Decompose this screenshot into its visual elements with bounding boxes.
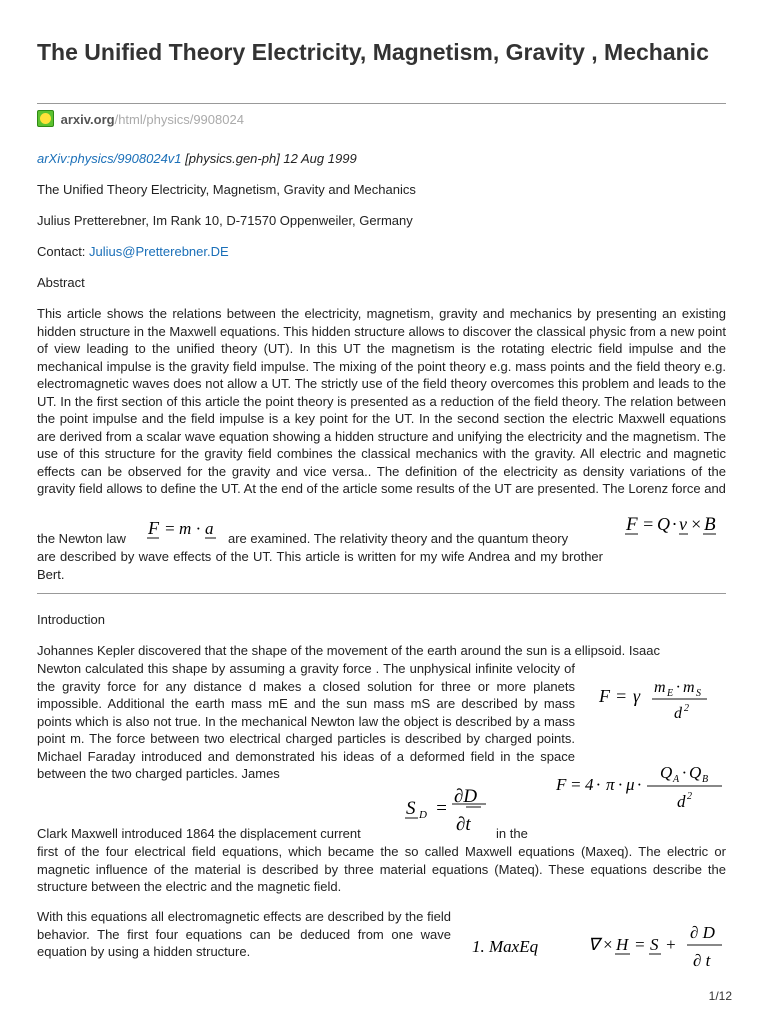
contact-email-link[interactable]: Julius@Pretterebner.DE	[89, 244, 229, 259]
svg-text:·: ·	[618, 775, 623, 794]
maxeq-label	[472, 934, 552, 958]
abstract-newton-post: are examined. The relativity theory and the quantum theory	[228, 531, 569, 546]
svg-text:m: m	[654, 679, 666, 696]
svg-text:∂ t: ∂ t	[693, 951, 711, 970]
svg-text:·: ·	[596, 775, 601, 794]
svg-text:·: ·	[672, 514, 677, 534]
last-paragraph: With this equations all electromagnetic effects are described by the field behavior. The first four equations can be deduced from one wave equation by using a hidden structure.	[37, 909, 451, 959]
svg-text:=: =	[164, 519, 176, 538]
title-divider	[37, 103, 726, 104]
svg-text:E: E	[667, 688, 674, 699]
svg-text:d: d	[674, 705, 682, 722]
arxiv-meta	[37, 150, 357, 168]
svg-text:=: =	[634, 935, 646, 954]
svg-text:S: S	[650, 935, 659, 954]
source-path: /html/physics/9908024	[114, 112, 244, 127]
svg-text:a: a	[205, 519, 214, 538]
svg-text:=: =	[435, 798, 448, 819]
svg-text:m: m	[683, 679, 695, 696]
svg-text:H: H	[616, 935, 629, 954]
svg-text:B: B	[704, 514, 716, 535]
svg-text:=: =	[570, 775, 582, 794]
svg-text:π: π	[606, 775, 615, 794]
svg-text:F: F	[148, 518, 159, 538]
smiley-icon	[37, 110, 54, 127]
abstract-text: This article shows the relations between the electricity, magnetism, gravity and mechanics by presenting an existing hidden structure in the Maxwell equations. This hidden structure allows to discover the classical physic from a new point of view leading to the unified theory (UT). In this UT the magnetism is the rotating electric field impulse and the mechanical impulse is the gravity field impulse. The mixing of the point theory e.g. mass points and the field theory e.g. electromagnetic waves does not allow a UT. The strictly use of the field theory overcomes this problem and leads to the UT. In the first section of this article the point theory is presented as a reduction of the field theory. The relation between the point impulse and the field impulse is a key point for the UT. In the second section the electric Maxwell equations are derived from a scalar wave equation showing a hidden structure and unifying the electricity and the magnetism. The use of this structure for the gravity field combines the classical mechanics with the gravity. All electric and magnetic effects can be observed for the gravity and vice versa.. The definition of the electricity as density variations of the gravity field allows to define the UT. At the end of the article some results of the UT are presented. The Lorenz force and	[37, 306, 726, 496]
intro-block: Newton calculated this shape by assuming a gravity force . The unphysical infinite velocity of the gravity force for any distance d makes a closed solution for three or more planets impossible. Additional the earth mass mE and the sun mass mS are described by mass points which is also not true. In the mechanical Newton law the object is described by a mass point m. The force between two electrical charged particles is described by charged points. Michael Faraday introduced and demonstrated his ideas of a deformed field in the space between the two charged particles. James	[37, 661, 575, 781]
abstract-heading: Abstract	[37, 275, 85, 290]
arxiv-id-link[interactable]: arXiv:physics/9908024v1	[37, 151, 182, 166]
maxwell-equation-1	[588, 920, 728, 972]
paper-title: The Unified Theory Electricity, Magnetism, Gravity and Mechanics	[37, 182, 416, 197]
intro-heading: Introduction	[37, 612, 105, 627]
svg-text:×: ×	[602, 935, 614, 954]
lorenz-force-equation	[624, 512, 728, 540]
displacement-current-equation	[404, 780, 488, 836]
contact-line	[37, 243, 229, 261]
coulomb-force-equation	[554, 754, 726, 814]
svg-text:v: v	[679, 514, 687, 534]
svg-text:D: D	[419, 809, 427, 821]
svg-text:Q: Q	[689, 763, 702, 782]
intro-maxwell-post: in the	[496, 826, 528, 841]
svg-text:γ: γ	[633, 686, 641, 706]
svg-text:2: 2	[687, 791, 692, 802]
source-line	[37, 110, 244, 129]
contact-label: Contact:	[37, 244, 90, 259]
svg-text:S: S	[406, 798, 416, 819]
svg-text:m: m	[179, 519, 192, 538]
svg-text:μ: μ	[626, 775, 635, 794]
svg-text:∂D: ∂D	[454, 786, 478, 807]
intro-line-1: Johannes Kepler discovered that the shape of the movement of the earth around the sun is a ellipsoid. Isaac	[37, 643, 660, 658]
svg-text:S: S	[696, 688, 701, 699]
svg-text:∇: ∇	[588, 935, 600, 954]
svg-text:+: +	[665, 935, 677, 954]
svg-text:2: 2	[684, 703, 689, 714]
maxeq-label-text: 1. MaxEq	[472, 937, 539, 956]
category-date: [physics.gen-ph] 12 Aug 1999	[181, 151, 357, 166]
svg-text:·: ·	[196, 519, 201, 538]
abstract-newton-pre: the Newton law	[37, 531, 126, 546]
svg-text:F: F	[556, 775, 567, 794]
svg-text:F: F	[599, 686, 610, 706]
svg-text:d: d	[677, 792, 686, 811]
page-number: 1/12	[708, 989, 732, 1003]
svg-text:Q: Q	[660, 763, 673, 782]
svg-text:·: ·	[676, 679, 680, 696]
intro-rest: first of the four electrical field equations, which became the so called Maxwell equations (Maxeq). The electric or magnetic influence of the material is described by three material equations (Mateq). These equations describe the structure between the electric and the magnetic field.	[37, 844, 726, 894]
svg-text:×: ×	[690, 514, 703, 534]
newton-law-equation	[146, 518, 222, 546]
gravity-force-equation	[597, 674, 727, 722]
svg-text:=: =	[615, 686, 628, 706]
intro-maxwell-pre: Clark Maxwell introduced 1864 the displacement current	[37, 826, 361, 841]
svg-text:F: F	[626, 514, 638, 535]
author-line: Julius Pretterebner, Im Rank 10, D-71570 Oppenweiler, Germany	[37, 213, 413, 228]
svg-text:4: 4	[585, 775, 594, 794]
abstract-end: are described by wave effects of the UT. This article is written for my wife Andrea and my brother Bert.	[37, 549, 603, 582]
svg-text:Q: Q	[657, 514, 670, 534]
svg-text:∂ D: ∂ D	[690, 923, 715, 942]
svg-text:∂t: ∂t	[456, 814, 471, 835]
svg-text:A: A	[673, 774, 680, 785]
svg-text:B: B	[702, 774, 709, 785]
svg-text:·: ·	[637, 775, 642, 794]
section-divider	[37, 593, 726, 594]
svg-text:·: ·	[682, 763, 687, 782]
svg-text:=: =	[642, 514, 655, 534]
source-site-link[interactable]: arxiv.org	[60, 112, 115, 127]
page-title: The Unified Theory Electricity, Magnetism, Gravity , Mechanic	[37, 39, 709, 65]
